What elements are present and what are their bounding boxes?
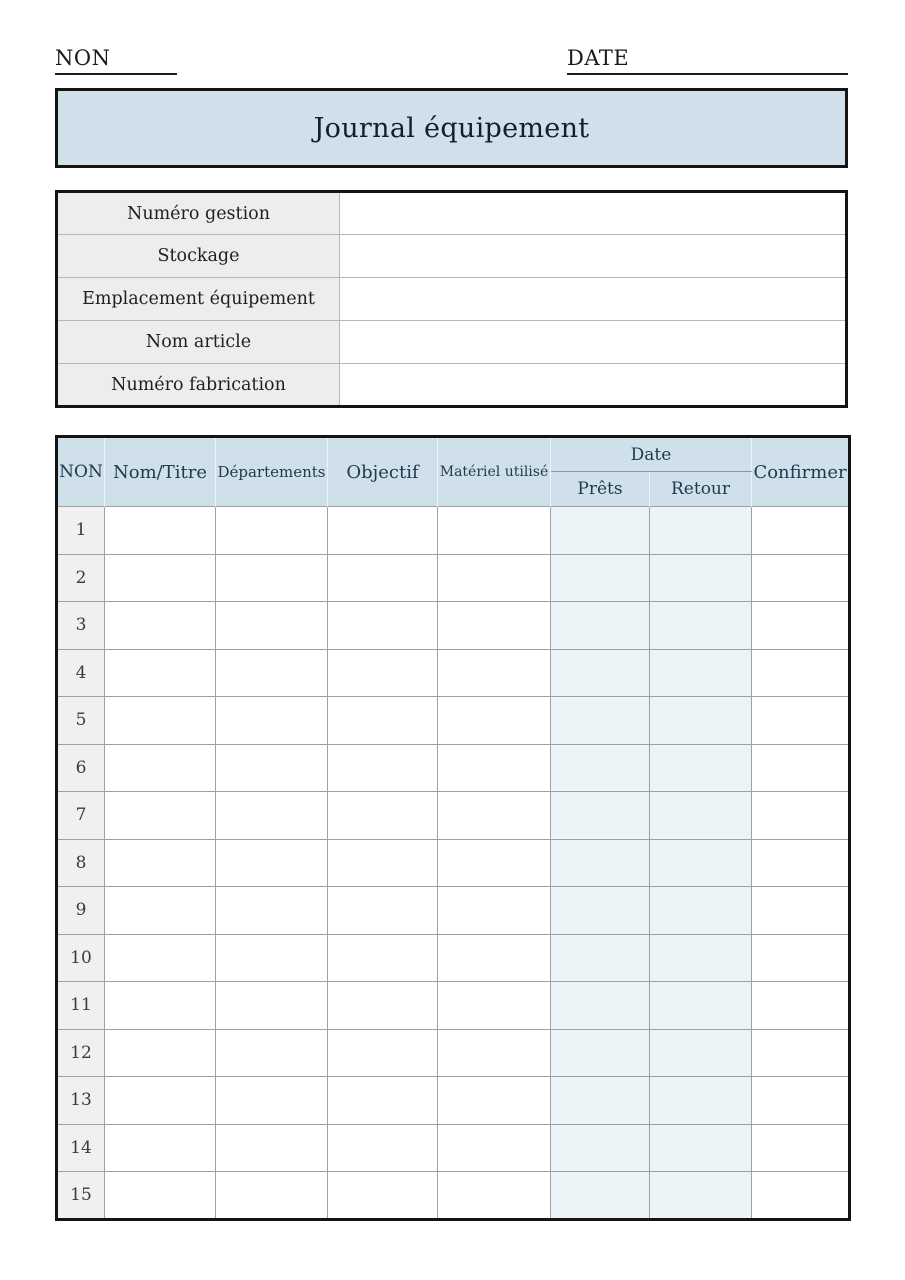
date-return-cell[interactable] (650, 507, 752, 555)
info-value-numero-fabrication[interactable] (340, 364, 847, 407)
name-title-cell[interactable] (105, 1172, 216, 1220)
objective-cell[interactable] (328, 649, 438, 697)
confirm-cell[interactable] (752, 602, 850, 650)
column-header-materiel: Matériel utilisé (438, 437, 551, 507)
table-row (57, 697, 850, 745)
table-row (57, 1029, 850, 1077)
objective-cell[interactable] (328, 1029, 438, 1077)
objective-cell[interactable] (328, 554, 438, 602)
date-ready-cell[interactable] (551, 554, 650, 602)
title-band (55, 88, 848, 168)
departments-cell[interactable] (216, 934, 328, 982)
date-return-cell[interactable] (650, 1029, 752, 1077)
name-title-cell[interactable] (105, 554, 216, 602)
confirm-cell[interactable] (752, 507, 850, 555)
row-number-cell: 8 (57, 839, 105, 887)
departments-cell[interactable] (216, 887, 328, 935)
name-title-cell[interactable] (105, 792, 216, 840)
row-number-cell: 11 (57, 982, 105, 1030)
info-value-nom-article[interactable] (340, 321, 847, 364)
objective-cell[interactable] (328, 507, 438, 555)
table-row (57, 1124, 850, 1172)
name-title-cell[interactable] (105, 649, 216, 697)
table-row (57, 1172, 850, 1220)
table-row (57, 649, 850, 697)
departments-cell[interactable] (216, 744, 328, 792)
row-number-cell: 4 (57, 649, 105, 697)
name-title-cell[interactable] (105, 982, 216, 1030)
name-title-cell[interactable] (105, 602, 216, 650)
material-cell[interactable] (438, 744, 551, 792)
date-return-cell[interactable] (650, 1172, 752, 1220)
date-return-cell[interactable] (650, 697, 752, 745)
confirm-cell[interactable] (752, 839, 850, 887)
date-return-cell[interactable] (650, 839, 752, 887)
info-row (57, 321, 847, 364)
departments-cell[interactable] (216, 697, 328, 745)
date-return-cell[interactable] (650, 554, 752, 602)
row-number-cell: 10 (57, 934, 105, 982)
confirm-cell[interactable] (752, 1124, 850, 1172)
info-value-numero-gestion[interactable] (340, 192, 847, 235)
date-ready-cell[interactable] (551, 744, 650, 792)
material-cell[interactable] (438, 982, 551, 1030)
date-ready-cell[interactable] (551, 507, 650, 555)
table-row (57, 744, 850, 792)
table-row (57, 887, 850, 935)
column-header-non: NON (57, 437, 105, 507)
column-header-confirmer: Confirmer (752, 437, 850, 507)
objective-cell[interactable] (328, 697, 438, 745)
confirm-cell[interactable] (752, 697, 850, 745)
row-number-cell: 9 (57, 887, 105, 935)
column-header-date-group: Date (551, 437, 752, 472)
row-number-cell: 2 (57, 554, 105, 602)
objective-cell[interactable] (328, 1077, 438, 1125)
date-ready-cell[interactable] (551, 1029, 650, 1077)
row-number-cell: 12 (57, 1029, 105, 1077)
material-cell[interactable] (438, 792, 551, 840)
row-number-cell: 13 (57, 1077, 105, 1125)
confirm-cell[interactable] (752, 934, 850, 982)
date-ready-cell[interactable] (551, 1124, 650, 1172)
row-number-cell: 3 (57, 602, 105, 650)
row-number-cell: 1 (57, 507, 105, 555)
row-number-cell: 15 (57, 1172, 105, 1220)
table-row (57, 507, 850, 555)
column-header-nom-titre: Nom/Titre (105, 437, 216, 507)
column-header-objectif: Objectif (328, 437, 438, 507)
date-return-cell[interactable] (650, 602, 752, 650)
departments-cell[interactable] (216, 1029, 328, 1077)
departments-cell[interactable] (216, 982, 328, 1030)
confirm-cell[interactable] (752, 982, 850, 1030)
confirm-cell[interactable] (752, 1029, 850, 1077)
material-cell[interactable] (438, 554, 551, 602)
equipment-log-table (55, 435, 851, 1221)
date-ready-cell[interactable] (551, 1077, 650, 1125)
table-row (57, 554, 850, 602)
name-title-cell[interactable] (105, 1124, 216, 1172)
material-cell[interactable] (438, 1124, 551, 1172)
departments-cell[interactable] (216, 792, 328, 840)
column-header-departements: Départements (216, 437, 328, 507)
material-cell[interactable] (438, 507, 551, 555)
confirm-cell[interactable] (752, 887, 850, 935)
table-row (57, 1077, 850, 1125)
confirm-cell[interactable] (752, 649, 850, 697)
row-number-cell: 6 (57, 744, 105, 792)
name-title-cell[interactable] (105, 1029, 216, 1077)
row-number-cell: 7 (57, 792, 105, 840)
info-label-stockage: Stockage (57, 235, 340, 278)
confirm-cell[interactable] (752, 1172, 850, 1220)
material-cell[interactable] (438, 839, 551, 887)
date-ready-cell[interactable] (551, 697, 650, 745)
date-return-cell[interactable] (650, 934, 752, 982)
objective-cell[interactable] (328, 792, 438, 840)
objective-cell[interactable] (328, 1172, 438, 1220)
date-ready-cell[interactable] (551, 792, 650, 840)
material-cell[interactable] (438, 602, 551, 650)
objective-cell[interactable] (328, 982, 438, 1030)
name-title-cell[interactable] (105, 934, 216, 982)
material-cell[interactable] (438, 1029, 551, 1077)
table-row (57, 982, 850, 1030)
non-input-line[interactable] (55, 58, 177, 75)
name-title-cell[interactable] (105, 839, 216, 887)
date-return-cell[interactable] (650, 982, 752, 1030)
date-ready-cell[interactable] (551, 982, 650, 1030)
material-cell[interactable] (438, 887, 551, 935)
date-return-cell[interactable] (650, 887, 752, 935)
confirm-cell[interactable] (752, 554, 850, 602)
info-label-nom-article: Nom article (57, 321, 340, 364)
date-return-cell[interactable] (650, 792, 752, 840)
table-row (57, 602, 850, 650)
date-field-label: DATE (567, 46, 630, 70)
name-title-cell[interactable] (105, 887, 216, 935)
departments-cell[interactable] (216, 1077, 328, 1125)
objective-cell[interactable] (328, 744, 438, 792)
material-cell[interactable] (438, 1077, 551, 1125)
row-number-cell: 14 (57, 1124, 105, 1172)
objective-cell[interactable] (328, 887, 438, 935)
confirm-cell[interactable] (752, 792, 850, 840)
column-header-retour: Retour (650, 472, 752, 507)
info-row (57, 364, 847, 407)
date-ready-cell[interactable] (551, 934, 650, 982)
date-ready-cell[interactable] (551, 887, 650, 935)
departments-cell[interactable] (216, 839, 328, 887)
material-cell[interactable] (438, 934, 551, 982)
table-row (57, 934, 850, 982)
objective-cell[interactable] (328, 602, 438, 650)
row-number-cell: 5 (57, 697, 105, 745)
info-row (57, 235, 847, 278)
info-table (55, 190, 848, 408)
objective-cell[interactable] (328, 934, 438, 982)
date-ready-cell[interactable] (551, 649, 650, 697)
non-field-label: NON (55, 46, 111, 70)
date-return-cell[interactable] (650, 744, 752, 792)
date-return-cell[interactable] (650, 1124, 752, 1172)
objective-cell[interactable] (328, 839, 438, 887)
material-cell[interactable] (438, 697, 551, 745)
info-label-numero-gestion: Numéro gestion (57, 192, 340, 235)
departments-cell[interactable] (216, 602, 328, 650)
log-table-body (57, 507, 850, 1220)
date-return-cell[interactable] (650, 1077, 752, 1125)
departments-cell[interactable] (216, 554, 328, 602)
date-return-cell[interactable] (650, 649, 752, 697)
confirm-cell[interactable] (752, 1077, 850, 1125)
name-title-cell[interactable] (105, 507, 216, 555)
departments-cell[interactable] (216, 1124, 328, 1172)
name-title-cell[interactable] (105, 697, 216, 745)
table-row (57, 792, 850, 840)
date-ready-cell[interactable] (551, 1172, 650, 1220)
date-ready-cell[interactable] (551, 839, 650, 887)
column-header-prets: Prêts (551, 472, 650, 507)
name-title-cell[interactable] (105, 744, 216, 792)
departments-cell[interactable] (216, 1172, 328, 1220)
table-row (57, 839, 850, 887)
log-header-row (57, 437, 850, 472)
date-ready-cell[interactable] (551, 602, 650, 650)
confirm-cell[interactable] (752, 744, 850, 792)
info-row (57, 278, 847, 321)
date-input-line[interactable] (567, 58, 848, 75)
objective-cell[interactable] (328, 1124, 438, 1172)
material-cell[interactable] (438, 1172, 551, 1220)
page-title: Journal équipement (313, 112, 590, 144)
info-label-numero-fabrication: Numéro fabrication (57, 364, 340, 407)
info-value-stockage[interactable] (340, 235, 847, 278)
info-label-emplacement: Emplacement équipement (57, 278, 340, 321)
info-value-emplacement[interactable] (340, 278, 847, 321)
name-title-cell[interactable] (105, 1077, 216, 1125)
departments-cell[interactable] (216, 649, 328, 697)
material-cell[interactable] (438, 649, 551, 697)
departments-cell[interactable] (216, 507, 328, 555)
info-row (57, 192, 847, 235)
